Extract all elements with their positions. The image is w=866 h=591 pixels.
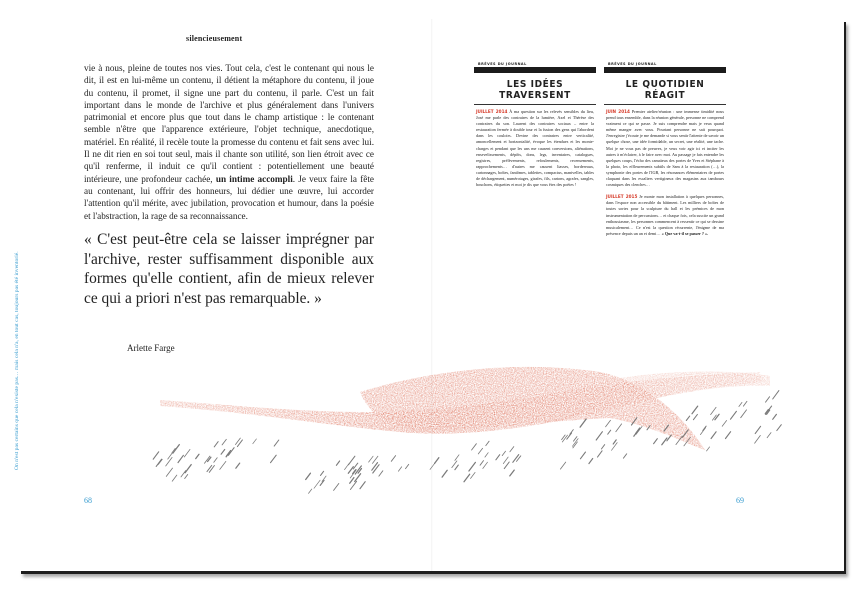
entry-date-2: JUILLET 2015 <box>606 194 638 200</box>
dash-mark <box>306 473 311 479</box>
entry-date: JUIN 2014 <box>606 109 630 114</box>
dash-mark <box>634 430 639 436</box>
dash-mark <box>767 433 771 438</box>
dash-mark <box>158 459 162 464</box>
running-head: silencieusement <box>186 34 243 43</box>
dash-mark <box>181 471 186 477</box>
dash-mark <box>348 467 353 474</box>
dash-mark <box>510 470 514 476</box>
column-black-bar <box>604 67 726 73</box>
dash-mark <box>560 462 565 469</box>
dash-mark <box>274 440 279 446</box>
page-number-right: 69 <box>736 496 744 505</box>
body-text-part-3: . Je veux faire la fête au contenant, lui offrir des honneurs, lui dédier une œuvre, lui accorder l'attention qu'il mérite, avec jubilation, provocation et humour, dans la poésie et l'abstraction, la rage de sa reconnaissance. <box>84 173 374 221</box>
dash-mark <box>214 458 217 463</box>
dash-mark <box>741 410 747 418</box>
dash-mark <box>271 455 277 463</box>
dash-mark <box>755 436 761 444</box>
dash-mark <box>406 464 409 468</box>
entry-bold-tail: « Que va-t-il se passer ? ». <box>661 230 709 236</box>
dash-mark <box>580 419 586 427</box>
dash-mark <box>654 439 658 444</box>
column-rule <box>474 104 596 105</box>
dash-mark <box>153 452 159 459</box>
dash-mark <box>513 455 519 463</box>
body-paragraph <box>84 62 374 222</box>
dash-mark <box>755 426 760 433</box>
dash-mark <box>722 421 726 427</box>
dash-mark <box>321 471 324 475</box>
dash-mark <box>442 470 447 477</box>
quote-author: Arlette Farge <box>127 343 175 353</box>
dash-mark <box>360 482 365 489</box>
entry-text-2: Je monte mon installation à quelques personnes, dans l'espace non accessible du bâtiment. Les milliers de boîtes de toutes sortes pour la sculpture du hall et les prémices de mon instrumentation de percussions… et chaque fois, cela suscite un grand enthousiasme, les personnes commencent à ressentir ce qui se dessine musicalement… Ce n'est la question récurrente, l'énigme de ma présence depuis un an et demi… <box>606 194 725 236</box>
dash-mark <box>348 456 355 465</box>
dash-mark <box>711 407 717 414</box>
dash-mark <box>623 454 626 458</box>
dash-mark <box>765 406 771 414</box>
dash-mark <box>355 474 361 482</box>
column-text <box>476 109 594 188</box>
dash-mark <box>608 430 611 434</box>
dash-mark <box>469 462 476 471</box>
red-brush-stroke <box>160 367 770 450</box>
dash-mark <box>711 432 716 439</box>
dash-mark <box>379 471 383 476</box>
dash-mark <box>686 416 689 420</box>
dash-mark <box>173 445 179 454</box>
column-text <box>606 109 724 237</box>
dash-mark <box>766 397 770 403</box>
column-black-bar <box>474 67 596 73</box>
dash-mark <box>430 463 435 469</box>
dash-mark <box>253 439 257 444</box>
dash-mark <box>480 461 483 466</box>
dash-mark <box>693 414 697 419</box>
dash-mark <box>345 464 349 470</box>
dash-mark <box>773 414 777 419</box>
column-title: LE QUOTIDIEN RÉAGIT <box>625 79 705 101</box>
dash-mark <box>692 406 698 414</box>
column-rule <box>604 104 726 105</box>
dash-mark <box>209 466 214 473</box>
dash-mark <box>598 451 603 457</box>
dash-mark <box>222 439 226 445</box>
column-kicker: BRÈVES DU JOURNAL <box>608 61 657 66</box>
page-number-left: 68 <box>84 496 92 505</box>
dash-mark <box>612 443 618 451</box>
dash-mark <box>184 449 190 457</box>
dash-mark <box>391 456 395 462</box>
dash-mark <box>178 455 183 462</box>
dash-mark <box>485 453 488 457</box>
dash-mark <box>353 463 358 469</box>
dash-mark <box>398 467 401 471</box>
dash-mark <box>455 455 459 461</box>
dash-mark <box>703 426 706 430</box>
dash-mark <box>334 484 339 491</box>
column-title: LES IDÉES TRAVERSENT <box>499 79 571 101</box>
journal-column-ideas <box>474 61 596 188</box>
dash-mark <box>502 451 505 455</box>
dash-mark <box>369 456 374 462</box>
dash-mark <box>471 472 476 478</box>
dash-mark <box>336 461 339 465</box>
dash-mark <box>435 458 439 464</box>
dash-mark <box>707 447 710 451</box>
dash-mark <box>486 441 489 445</box>
dash-mark <box>455 465 458 470</box>
dash-mark <box>743 401 747 406</box>
dash-mark <box>731 411 737 419</box>
dash-mark <box>773 391 779 399</box>
column-kicker: BRÈVES DU JOURNAL <box>478 61 527 66</box>
dash-mark <box>596 432 602 440</box>
dash-mark <box>314 480 320 488</box>
journal-column-daily <box>604 61 726 237</box>
dash-mark <box>777 425 782 431</box>
dash-mark <box>350 478 354 484</box>
dash-mark <box>220 461 226 469</box>
dash-mark <box>185 465 191 473</box>
dash-mark <box>504 462 509 469</box>
dash-mark <box>601 445 604 449</box>
dash-mark <box>606 420 611 427</box>
dash-mark <box>662 438 667 445</box>
dash-mark <box>166 468 172 476</box>
dash-mark <box>503 457 508 464</box>
dash-mark <box>309 489 312 493</box>
dash-mark <box>452 461 457 468</box>
entry-second <box>606 194 724 237</box>
dash-mark <box>464 474 470 482</box>
dash-mark <box>496 455 500 460</box>
dash-mark <box>214 442 218 447</box>
dash-mark <box>667 435 671 441</box>
dash-mark <box>613 440 616 444</box>
entry-text: Premier atelier/réunion : une immense timidité nous prend tous ensemble, dans la réunion générale, personne ne comprend vraiment ce qui se passe. Je suis comprendre mais je veux quand même manger avec vous. Pourtant personne ne sait pourquoi. J'enregistre j'écoute je me demande si vous sentir l'attente de savoir un quelque chose, une idée formidable, un secret, une réalité, une tache. Moi je ne vous pas de preuves, je veux voir agir ici et inciter les autres à m'éclairer, à le faire avec moi. Au passage je fais entendre les quelques coups, l'écho des camaïeux des portes de Yves et Stéphane à la photo, les effleurements subtils de Sam à la restauration (…), la symphonie des portes de l'IGB, les résonances élémentaires de portes claquant dans les escaliers vertigineux des magasins aux tambours cosmiques des clenches… <box>606 109 725 188</box>
dash-mark <box>510 447 514 452</box>
dash-mark <box>236 463 240 468</box>
dash-mark <box>739 402 742 406</box>
dash-mark <box>156 459 161 466</box>
dash-mark <box>567 433 572 439</box>
dash-mark <box>196 454 199 458</box>
dash-mark <box>166 457 172 466</box>
entry-date: JUILLET 2014 <box>476 109 508 114</box>
dash-mark <box>616 424 622 432</box>
dash-mark <box>726 432 731 439</box>
dash-mark <box>221 450 225 455</box>
dash-mark <box>636 426 642 434</box>
dash-mark <box>580 452 585 459</box>
dash-mark <box>185 475 188 479</box>
pull-quote: « C'est peut-être cela se laisser imprégner par l'archive, rester suffisamment disponible aux formes qu'elle contient, afin de mieux relever ce qui a priori n'est pas remarquable. » <box>84 231 374 307</box>
vertical-margin-text: On n'est pas certains que cela n'existe pas… mais cela n'a, en tout cas, toujours pas été inventorié. <box>14 251 20 470</box>
entry-text: À ma question sur les relevés sensibles du lieu, José me parle des contraires de la lumière, Axel et Thérèse des contraires du son. Laurent des contraires sociaux – entre la restauration fermée à double tour et la fusion des gens qui l'abordent dans les couloirs. Devine des contraires entre verticalité, amoncellement et horizontalité, évoque les étendues et les monte-charges et pendant que les uns me causent conversions, aliénations, ensevelissements, dépôts, dons, legs, inventaires, catalogues, registres, prélèvements, refoulements, recensements, rapprochements… d'autres me causent liasses, bordereaux, cartonnages, boîtes, fantômes, tablettes, compactus, manivelles, tables de déchargement, numérotages, girafes, fils, cartons, agrafes, sangles, bouchons, étiquettes et moi je dis que vous êtes des poètes ! <box>476 109 595 188</box>
dash-mark <box>373 465 379 473</box>
body-text-part-1: vie à nous, pleine de toutes nos vies. Tout cela, c'est le contenant qui nous le dit, il est en lui-même un contenu, il détient la métaphore du contenu, il joue du contenu, il promet, il signe une part du contenu, il parle. C'est un fait important dans le monde de l'archive et plus généralement dans l'univers patrimonial et encore plus que tout dans le champ artistique : le contenant semble n'être que l'apparence extérieure, l'objet technique, anecdotique, matériel. En réalité, il recèle toute la promesse du contenu et fait sens avec lui. Il ne dit rien en soi tout seul, mais il chante son utilité, son lien étroit avec ce qu'il renferme, il induit ce qu'il contient : potentiellement une beauté intérieure, une profondeur cachée, <box>84 63 374 184</box>
dash-mark <box>478 448 482 454</box>
dash-mark <box>472 444 477 450</box>
dash-mark <box>350 481 356 489</box>
dash-mark <box>715 414 719 419</box>
dash-mark <box>589 459 593 464</box>
body-text-bold: un intime accompli <box>215 173 293 184</box>
dash-mark <box>483 462 488 468</box>
dash-mark <box>172 475 177 481</box>
